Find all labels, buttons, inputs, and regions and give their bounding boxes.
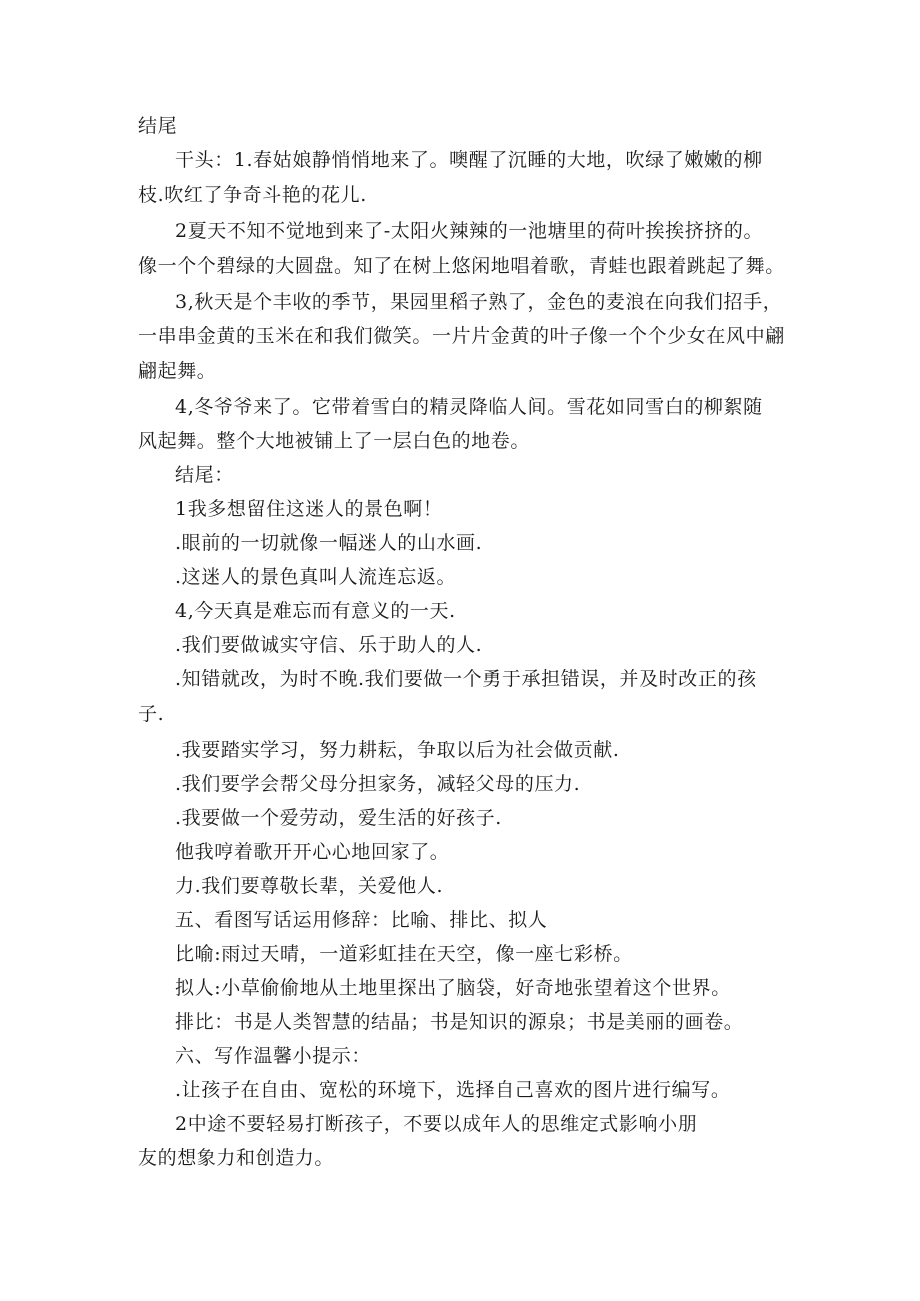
paragraph-spring-line-1: 干头：1.春姑娘静悄悄地来了。噢醒了沉睡的大地，吹绿了嫩嫩的柳 (175, 149, 763, 171)
document-body (138, 109, 798, 1175)
paragraph-summer-line-2: 像一个个碧绿的大圆盘。知了在树上悠闲地唱着歌，青蛙也跟着跳起了舞。 (138, 255, 785, 277)
section-heading-tips: 六、写作温馨小提示： (175, 1045, 372, 1067)
tip-item: 2中途不要轻易打断孩子，不要以成年人的思维定式影响小朋 (175, 1113, 698, 1135)
list-item: 1我多想留住这迷人的景色啊！ (175, 498, 443, 520)
list-item: .我们要学会帮父母分担家务，减轻父母的压力. (175, 773, 581, 795)
paragraph-autumn-line-1: 3,秋天是个丰收的季节，果园里稻子熟了，金色的麦浪在向我们招手， (175, 291, 783, 313)
list-item: 他我哼着歌开开心心地回家了。 (175, 841, 450, 863)
paragraph-summer-line-1: 2夏天不知不觉地到来了-太阳火辣辣的一池塘里的荷叶挨挨挤挤的。 (175, 220, 764, 242)
list-item: .我要做一个爱劳动，爱生活的好孩子. (175, 807, 502, 829)
example-simile: 比喻:雨过天晴，一道彩虹挂在天空，像一座七彩桥。 (175, 943, 633, 965)
paragraph-winter-line-2: 风起舞。整个大地被铺上了一层白色的地卷。 (138, 430, 531, 452)
tip-item: .让孩子在自由、宽松的环境下，选择自己喜欢的图片进行编写。 (175, 1079, 731, 1101)
example-parallelism: 排比：书是人类智慧的结晶；书是知识的源泉；书是美丽的画卷。 (175, 1011, 744, 1033)
list-item: .眼前的一切就像一幅迷人的山水画. (175, 532, 483, 554)
tip-item-continuation: 友的想象力和创造力。 (138, 1147, 335, 1169)
list-item: .我要踏实学习，努力耕耘，争取以后为社会做贡献. (175, 739, 620, 761)
paragraph-autumn-line-2: 一串串金黄的玉米在和我们微笑。一片片金黄的叶子像一个个少女在风中翩 (138, 325, 785, 347)
subheading-ending: 结尾： (175, 464, 234, 486)
paragraph-autumn-line-3: 翩起舞。 (138, 360, 217, 382)
section-heading-ending: 结尾 (138, 115, 178, 137)
list-item-continuation: 子. (138, 703, 165, 725)
paragraph-winter-line-1: 4,冬爷爷来了。它带着雪白的精灵降临人间。雪花如同雪白的柳絮随 (175, 396, 763, 418)
section-heading-rhetoric: 五、看图写话运用修辞：比喻、排比、拟人 (175, 909, 548, 931)
list-item: .知错就改，为时不晚.我们要做一个勇于承担错误，并及时改正的孩 (175, 668, 757, 690)
paragraph-spring-line-2: 枝.吹红了争奇斗艳的花儿. (138, 184, 367, 206)
example-personification: 拟人:小草偷偷地从土地里探出了脑袋，好奇地张望着这个世界。 (175, 977, 731, 999)
list-item: 力.我们要尊敬长辈，关爱他人. (175, 875, 444, 897)
list-item: 4,今天真是难忘而有意义的一天. (175, 600, 456, 622)
list-item: .这迷人的景色真叫人流连忘返。 (175, 566, 457, 588)
list-item: .我们要做诚实守信、乐于助人的人. (175, 634, 483, 656)
